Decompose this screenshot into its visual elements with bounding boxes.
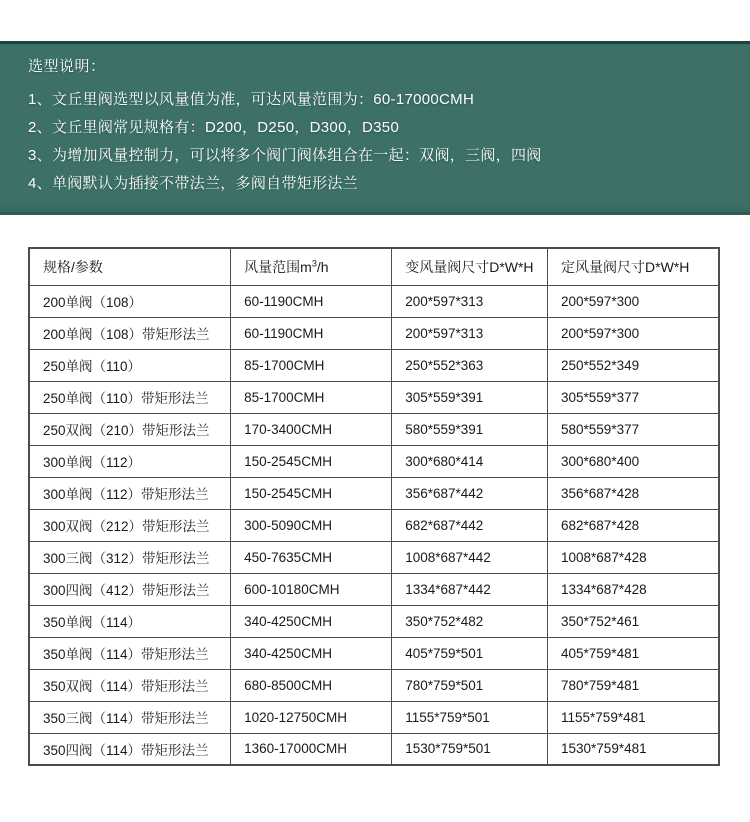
cell-vav-size: 580*559*391 (392, 413, 548, 445)
cell-airflow-range: 1360-17000CMH (231, 733, 392, 765)
table-row (29, 541, 719, 573)
cell-vav-size: 1530*759*501 (392, 733, 548, 765)
spec-table (28, 247, 720, 766)
cell-spec: 300双阀（212）带矩形法兰 (29, 509, 231, 541)
header-cell-cav-size: 定风量阀尺寸D*W*H (548, 248, 719, 285)
header-cell-spec: 规格/参数 (29, 248, 231, 285)
table-row (29, 701, 719, 733)
cell-airflow-range: 340-4250CMH (231, 637, 392, 669)
table-row (29, 413, 719, 445)
banner-title: 选型说明： (28, 58, 106, 75)
cell-airflow-range: 60-1190CMH (231, 285, 392, 317)
cell-cav-size: 305*559*377 (548, 381, 719, 413)
cell-vav-size: 1008*687*442 (392, 541, 548, 573)
cell-cav-size: 405*759*481 (548, 637, 719, 669)
note-item-3: 3、为增加风量控制力，可以将多个阀门阀体组合在一起：双阀，三阀，四阀 (28, 147, 542, 164)
cell-airflow-range: 150-2545CMH (231, 445, 392, 477)
table-header-row (29, 248, 719, 285)
table-row (29, 349, 719, 381)
table-row (29, 317, 719, 349)
spec-table-body (29, 285, 719, 765)
table-row (29, 605, 719, 637)
cell-cav-size: 350*752*461 (548, 605, 719, 637)
cell-airflow-range: 150-2545CMH (231, 477, 392, 509)
table-row (29, 733, 719, 765)
cell-vav-size: 350*752*482 (392, 605, 548, 637)
table-row (29, 509, 719, 541)
cell-cav-size: 356*687*428 (548, 477, 719, 509)
top-spacer (0, 0, 750, 41)
table-row (29, 285, 719, 317)
cell-vav-size: 1155*759*501 (392, 701, 548, 733)
cell-vav-size: 305*559*391 (392, 381, 548, 413)
cell-cav-size: 780*759*481 (548, 669, 719, 701)
table-row (29, 637, 719, 669)
cell-cav-size: 200*597*300 (548, 285, 719, 317)
cell-vav-size: 300*680*414 (392, 445, 548, 477)
cell-spec: 250双阀（210）带矩形法兰 (29, 413, 231, 445)
note-item-4: 4、单阀默认为插接不带法兰，多阀自带矩形法兰 (28, 175, 358, 192)
cell-spec: 350四阀（114）带矩形法兰 (29, 733, 231, 765)
cell-airflow-range: 600-10180CMH (231, 573, 392, 605)
cell-spec: 350单阀（114） (29, 605, 231, 637)
cell-cav-size: 1334*687*428 (548, 573, 719, 605)
table-row (29, 445, 719, 477)
table-row (29, 477, 719, 509)
cell-cav-size: 580*559*377 (548, 413, 719, 445)
cell-spec: 300单阀（112）带矩形法兰 (29, 477, 231, 509)
cell-airflow-range: 300-5090CMH (231, 509, 392, 541)
cell-airflow-range: 85-1700CMH (231, 349, 392, 381)
note-item-2: 2、文丘里阀常见规格有：D200，D250，D300，D350 (28, 119, 400, 136)
table-row (29, 669, 719, 701)
cell-spec: 200单阀（108） (29, 285, 231, 317)
cell-spec: 300四阀（412）带矩形法兰 (29, 573, 231, 605)
cell-spec: 350双阀（114）带矩形法兰 (29, 669, 231, 701)
cell-cav-size: 1155*759*481 (548, 701, 719, 733)
cell-vav-size: 200*597*313 (392, 317, 548, 349)
cell-vav-size: 405*759*501 (392, 637, 548, 669)
cell-cav-size: 200*597*300 (548, 317, 719, 349)
cell-cav-size: 1530*759*481 (548, 733, 719, 765)
cell-cav-size: 300*680*400 (548, 445, 719, 477)
table-row (29, 381, 719, 413)
selection-notes-banner (0, 41, 750, 215)
cell-spec: 250单阀（110） (29, 349, 231, 381)
cell-cav-size: 1008*687*428 (548, 541, 719, 573)
header-cell-airflow-range: 风量范围$m^3/h$ (231, 248, 392, 285)
table-row (29, 573, 719, 605)
note-item-1: 1、文丘里阀选型以风量值为准，可达风量范围为：60-17000CMH (28, 91, 475, 108)
cell-vav-size: 356*687*442 (392, 477, 548, 509)
cell-airflow-range: 60-1190CMH (231, 317, 392, 349)
cell-vav-size: 682*687*442 (392, 509, 548, 541)
cell-spec: 200单阀（108）带矩形法兰 (29, 317, 231, 349)
cell-spec: 250单阀（110）带矩形法兰 (29, 381, 231, 413)
cell-airflow-range: 340-4250CMH (231, 605, 392, 637)
cell-spec: 350单阀（114）带矩形法兰 (29, 637, 231, 669)
cell-spec: 300单阀（112） (29, 445, 231, 477)
cell-airflow-range: 680-8500CMH (231, 669, 392, 701)
cell-vav-size: 1334*687*442 (392, 573, 548, 605)
cell-airflow-range: 1020-12750CMH (231, 701, 392, 733)
cell-vav-size: 250*552*363 (392, 349, 548, 381)
cell-spec: 350三阀（114）带矩形法兰 (29, 701, 231, 733)
cell-airflow-range: 450-7635CMH (231, 541, 392, 573)
cell-cav-size: 250*552*349 (548, 349, 719, 381)
cell-cav-size: 682*687*428 (548, 509, 719, 541)
cell-airflow-range: 85-1700CMH (231, 381, 392, 413)
cell-airflow-range: 170-3400CMH (231, 413, 392, 445)
cell-vav-size: 780*759*501 (392, 669, 548, 701)
cell-vav-size: 200*597*313 (392, 285, 548, 317)
cell-spec: 300三阀（312）带矩形法兰 (29, 541, 231, 573)
header-cell-vav-size: 变风量阀尺寸D*W*H (392, 248, 548, 285)
